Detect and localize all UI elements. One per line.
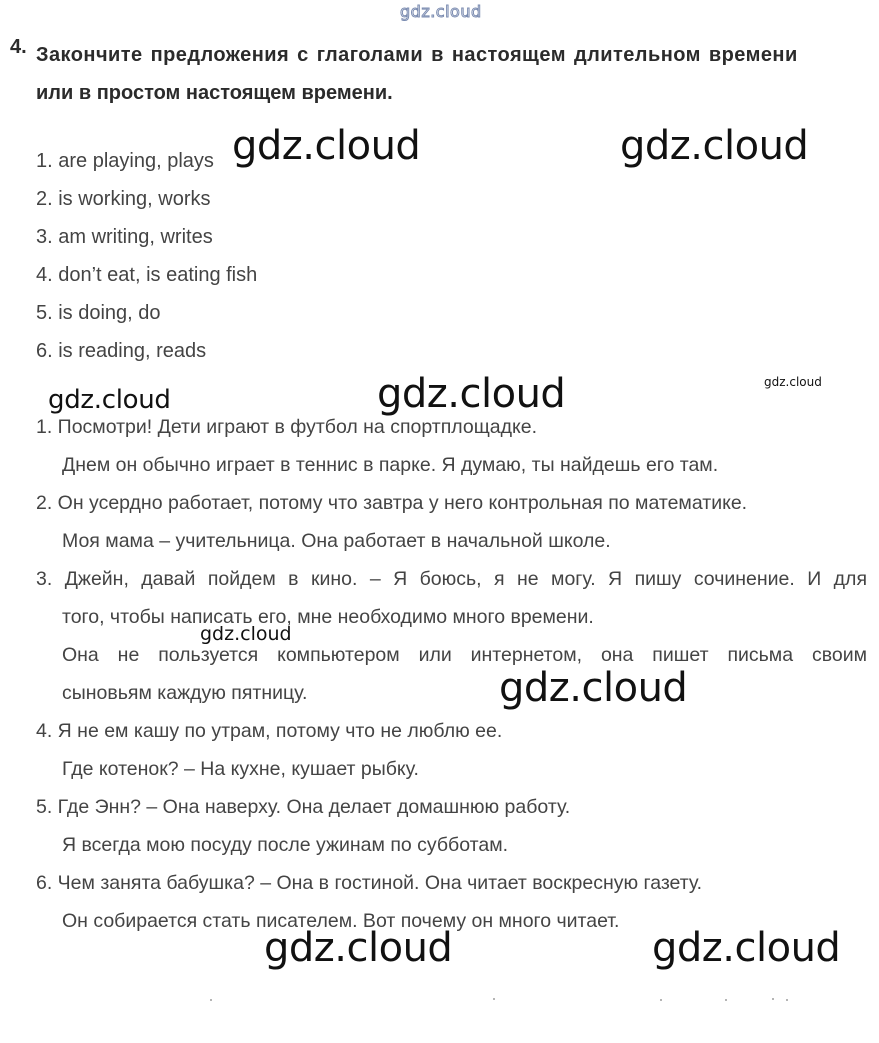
scan-speck [772,998,774,1000]
watermark: gdz.cloud [620,123,809,169]
watermark: gdz.cloud [499,665,688,711]
task-title-line-1: Закончите предложения с глаголами в настоящем длительном времени [36,44,798,66]
answer-item: 2. is working, works [36,188,211,210]
answer-item: 1. are playing, plays [36,150,214,172]
watermark: gdz.cloud [377,371,566,417]
scan-speck [210,999,212,1001]
task-title-line-2: или в простом настоящем времени. [36,82,393,104]
answer-item: 5. is doing, do [36,302,161,324]
translation-line: Моя мама – учительница. Она работает в начальной школе. [62,530,611,552]
answer-item: 6. is reading, reads [36,340,207,362]
translation-line: 5. Где Энн? – Она наверху. Она делает домашнюю работу. [36,796,571,818]
translation-line: 2. Он усердно работает, потому что завтра у него контрольная по математике. [36,492,748,514]
scan-speck [660,999,662,1001]
translation-line: сыновьям каждую пятницу. [62,682,308,704]
watermark: gdz.cloud [48,385,171,415]
scan-speck [725,999,727,1001]
site-watermark-top: gdz.cloud [400,2,482,21]
watermark: gdz.cloud [764,375,822,389]
translation-line: того, чтобы написать его, мне необходимо много времени. [62,606,594,628]
translation-line: Где котенок? – На кухне, кушает рыбку. [62,758,419,780]
translation-line: 6. Чем занята бабушка? – Она в гостиной. Она читает воскресную газету. [36,872,703,894]
answer-item: 3. am writing, writes [36,226,213,248]
translation-line: Он собирается стать писателем. Вот почему он много читает. [62,910,620,932]
watermark: gdz.cloud [200,623,292,645]
watermark: gdz.cloud [652,925,841,971]
translation-line: Она не пользуется компьютером или интернетом, она пишет письма своим [62,644,867,666]
translation-line: Днем он обычно играет в теннис в парке. Я думаю, ты найдешь его там. [62,454,719,476]
watermark: gdz.cloud [232,123,421,169]
task-title [36,36,870,112]
translation-line: 3. Джейн, давай пойдем в кино. – Я боюсь, я не могу. Я пишу сочинение. И для [36,568,867,590]
watermark: gdz.cloud [264,925,453,971]
task-number: 4. [10,36,27,58]
answer-item: 4. don’t eat, is eating fish [36,264,258,286]
translation-line: 4. Я не ем кашу по утрам, потому что не люблю ее. [36,720,503,742]
translation-line: Я всегда мою посуду после ужинам по субботам. [62,834,509,856]
scan-speck [786,999,788,1001]
translation-line: 1. Посмотри! Дети играют в футбол на спортплощадке. [36,416,537,438]
scan-speck [493,998,495,1000]
